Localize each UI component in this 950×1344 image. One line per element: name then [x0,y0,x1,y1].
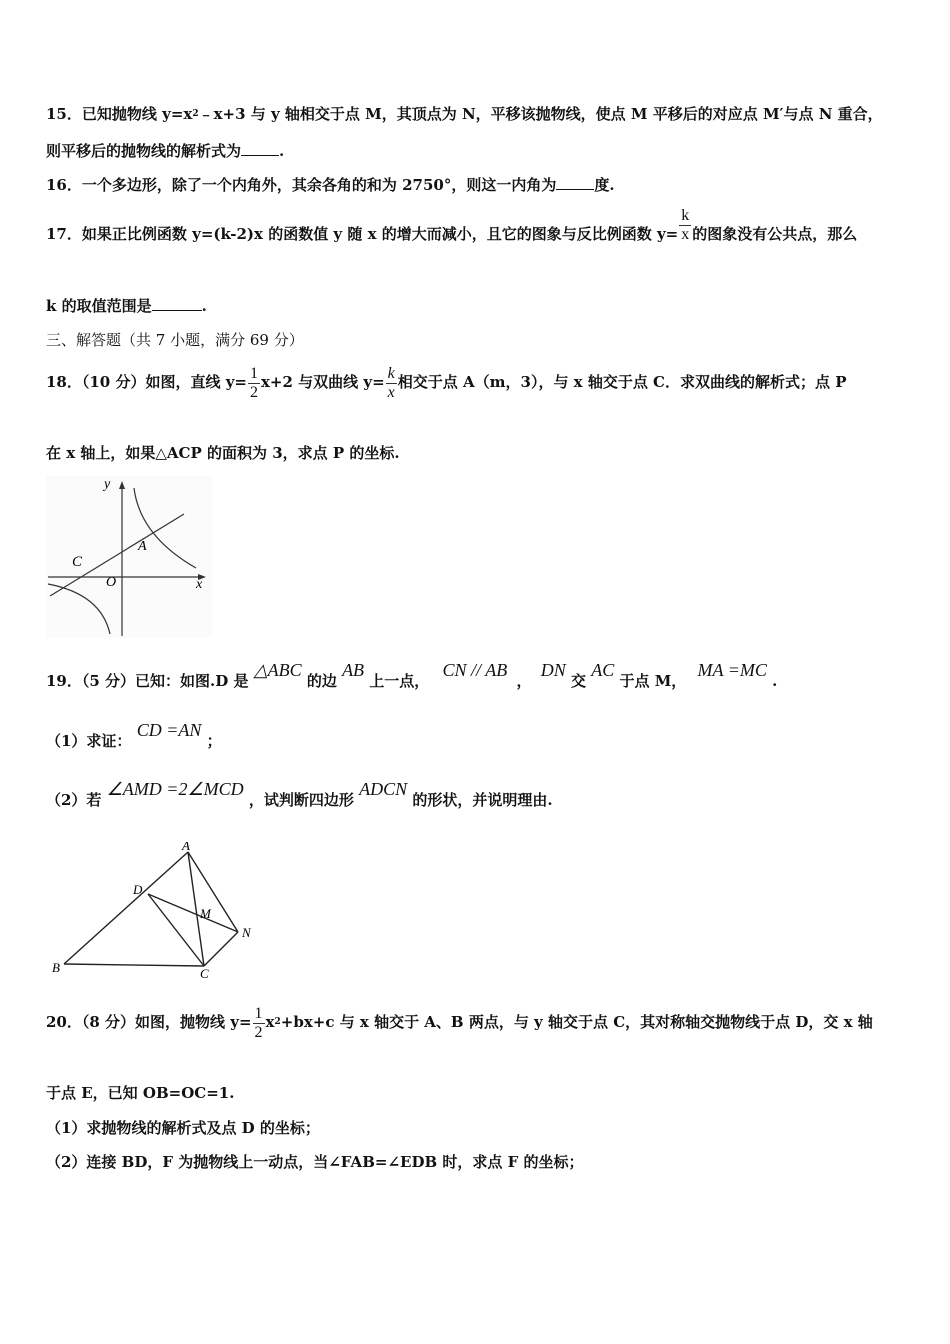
q19-part-1: （1）求证： CD =AN ； [46,720,222,750]
label-O: O [106,575,117,590]
label-A: A [138,539,147,554]
q18-line-1: 18．（10 分）如图，直线 y= $\frac{1}{2}$ x+2 与双曲线 y= $\frac{k}{x}$ 相交于点 A（m，3），与 x 轴交于点 C．求双曲线的解析式；点 P [46,364,847,401]
q15-line-1: 15．已知抛物线 $y=x^2﹣x+3$ 与 y 轴相交于点 M，其顶点为 N，平移该抛物线，使点 M 平移后的对应点 M′与点 N 重合， [46,105,883,123]
q19-line-1: 19．（5 分）已知：如图.D 是 △ABC 的边 AB 上一点， CN // AB ， DN 交 AC 于点 M， MA =MC . [46,660,778,690]
math-ac: AC [591,660,615,680]
q15-line-2: 则平移后的抛物线的解析式为 . [46,142,285,160]
math-triangle-abc: △ABC [253,660,302,680]
label-C: C [200,966,209,980]
math-dn: DN [540,660,566,680]
segment-DN [148,894,238,932]
segment-BC [64,964,204,966]
math-ma-eq-mc: MA =MC [697,660,767,680]
q20-part-2: （2）连接 BD，F 为抛物线上一动点，当∠FAB=∠EDB 时，求点 F 的坐标； [46,1153,584,1171]
math-adcn: ADCN [359,779,408,799]
label-M: M [200,906,211,921]
label-N: N [242,925,251,940]
exponent: 2 [274,1017,281,1027]
math-cn-parallel-ab: CN // AB [442,660,508,680]
label-C: C [72,554,83,570]
exponent: 2 [192,109,199,119]
segment-CN [204,932,238,966]
label-D: D [133,882,143,897]
math-cd-eq-an: CD =AN [136,720,202,740]
answer-blank [241,141,279,156]
section-title: 三、解答题（共 7 小题，满分 69 分） [46,331,304,349]
answer-blank [556,175,594,190]
q20-part-1: （1）求抛物线的解析式及点 D 的坐标； [46,1119,320,1137]
fraction-one-half: $\frac{1}{2}$ [254,1004,263,1041]
label-A: A [182,842,190,853]
q20-line-2: 于点 E，已知 OB=OC=1. [46,1084,235,1102]
label-y: y [104,477,111,492]
q17-line-2: k 的取值范围是 . [46,297,207,315]
fraction-k-over-x: $\frac{k}{x}$ [681,206,690,243]
fraction-one-half: $\frac{1}{2}$ [249,364,258,401]
q16-line: 16．一个多边形，除了一个内角外，其余各角的和为 2750°，则这一内角为 度. [46,176,615,194]
label-x: x [196,577,203,592]
q19-part-2: （2）若 ∠AMD =2∠MCD ，试判断四边形 ADCN 的形状，并说明理由. [46,779,553,809]
q20-line-1: 20．（8 分）如图，抛物线 y= $\frac{1}{2}$ $x^2+bx+c$ 与 x 轴交于 A、B 两点，与 y 轴交于点 C，其对称轴交抛物线于点 D，交 x 轴 [46,1004,873,1041]
segment-BA [64,852,188,964]
q17-line-1: 17．如果正比例函数 y=(k-2)x 的函数值 y 随 x 的增大而减小，且它的图象与反比例函数 y= $\frac{k}{x}$ 的图象没有公共点，那么 [46,206,858,243]
segment-AN [188,852,238,932]
q18-figure [46,476,212,638]
label-B: B [52,960,60,975]
fraction-k-over-x: $\frac{k}{x}$ [387,364,395,401]
answer-blank [152,296,202,311]
q19-figure [46,842,266,980]
math-ab: AB [342,660,365,680]
q18-line-2: 在 x 轴上，如果△ACP 的面积为 3，求点 P 的坐标. [46,444,400,462]
math-angle-relation: ∠AMD =2∠MCD [106,779,244,799]
figure-background [46,476,212,638]
